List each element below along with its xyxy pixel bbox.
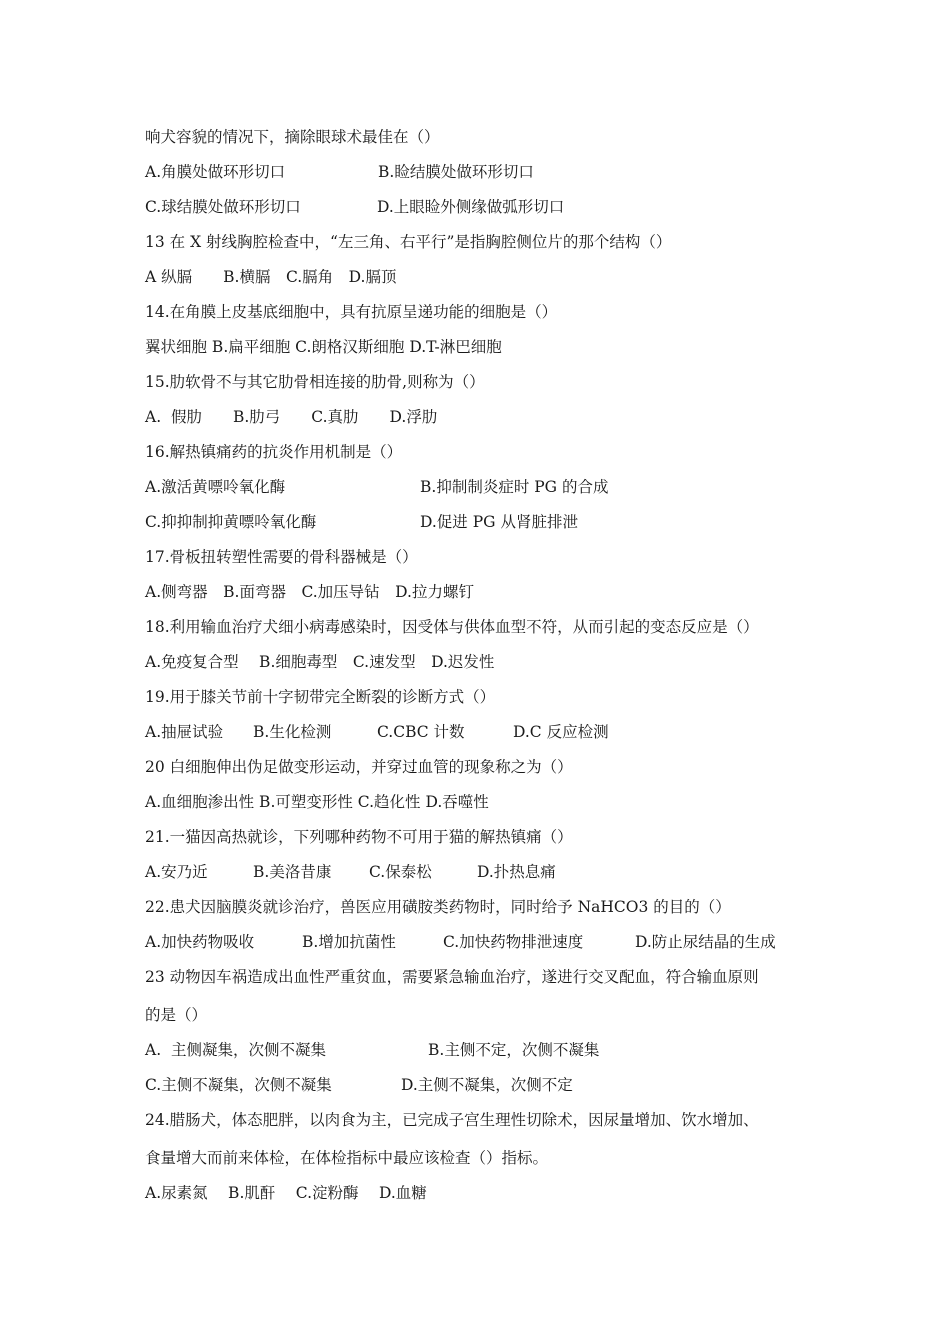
question-14-options: 翼状细胞 B.扁平细胞 C.朗格汉斯细胞 D.T-淋巴细胞 [145,338,502,356]
q21-option-b: B.美洛昔康 [253,863,332,881]
question-22-text: 22.患犬因脑膜炎就诊治疗，兽医应用磺胺类药物时，同时给予 NaHCO3 的目的（） [145,898,731,916]
question-15-options: A. 假肋 B.肋弓 C.真肋 D.浮肋 [145,408,438,426]
question-17-options: A.侧弯器 B.面弯器 C.加压导钻 D.拉力螺钉 [145,583,474,601]
q12-option-c: C.球结膜处做环形切口 [145,198,301,216]
question-18-text: 18.利用输血治疗犬细小病毒感染时，因受体与供体血型不符，从而引起的变态反应是（） [145,618,759,636]
question-18-options: A.免疫复合型 B.细胞毒型 C.速发型 D.迟发性 [145,653,495,671]
q23-option-c: C.主侧不凝集，次侧不凝集 [145,1076,332,1094]
question-20-options: A.血细胞渗出性 B.可塑变形性 C.趋化性 D.吞噬性 [145,793,489,811]
question-12-text: 响犬容貌的情况下，摘除眼球术最佳在（） [145,128,440,146]
q22-option-b: B.增加抗菌性 [302,933,396,951]
q19-option-b: B.生化检测 [253,723,332,741]
q21-option-c: C.保泰松 [369,863,432,881]
question-20-text: 20 白细胞伸出伪足做变形运动，并穿过血管的现象称之为（） [145,758,573,776]
question-14-text: 14.在角膜上皮基底细胞中，具有抗原呈递功能的细胞是（） [145,303,558,321]
q22-option-c: C.加快药物排泄速度 [443,933,584,951]
q16-option-d: D.促进 PG 从肾脏排泄 [420,513,578,531]
question-13-text: 13 在 X 射线胸腔检查中，“左三角、右平行”是指胸腔侧位片的那个结构（） [145,233,672,251]
q16-option-a: A.激活黄嘌呤氧化酶 [145,478,286,496]
q22-option-d: D.防止尿结晶的生成 [635,933,776,951]
q19-option-d: D.C 反应检测 [513,723,609,741]
q21-option-a: A.安乃近 [145,863,208,881]
q23-option-d: D.主侧不凝集，次侧不定 [401,1076,573,1094]
q21-option-d: D.扑热息痛 [477,863,556,881]
q12-option-a: A.角膜处做环形切口 [145,163,286,181]
q19-option-c: C.CBC 计数 [377,723,465,741]
question-17-text: 17.骨板扭转塑性需要的骨科器械是（） [145,548,418,566]
q23-option-a: A. 主侧凝集，次侧不凝集 [145,1041,326,1059]
question-24-text-line1: 24.腊肠犬，体态肥胖，以肉食为主，已完成子宫生理性切除术，因尿量增加、饮水增加、 [145,1111,759,1129]
question-19-text: 19.用于膝关节前十字韧带完全断裂的诊断方式（） [145,688,496,706]
q23-option-b: B.主侧不定，次侧不凝集 [428,1041,600,1059]
q16-option-b: B.抑制制炎症时 PG 的合成 [420,478,609,496]
question-15-text: 15.肋软骨不与其它肋骨相连接的肋骨,则称为（） [145,373,485,391]
q16-option-c: C.抑抑制抑黄嘌呤氧化酶 [145,513,317,531]
q19-option-a: A.抽屉试验 [145,723,224,741]
q22-option-a: A.加快药物吸收 [145,933,255,951]
question-24-text-line2: 食量增大而前来体检，在体检指标中最应该检查（）指标。 [145,1149,549,1167]
question-23-text-line2: 的是（） [145,1006,208,1024]
question-21-text: 21.一猫因高热就诊，下列哪种药物不可用于猫的解热镇痛（） [145,828,573,846]
q12-option-d: D.上眼睑外侧缘做弧形切口 [377,198,565,216]
q12-option-b: B.睑结膜处做环形切口 [378,163,534,181]
question-23-text-line1: 23 动物因车祸造成出血性严重贫血，需要紧急输血治疗，遂进行交叉配血，符合输血原则 [145,968,759,986]
question-16-text: 16.解热镇痛药的抗炎作用机制是（） [145,443,403,461]
question-13-options: A 纵膈 B.横膈 C.膈角 D.膈顶 [145,268,397,286]
question-24-options: A.尿素氮 B.肌酐 C.淀粉酶 D.血糖 [145,1184,427,1202]
